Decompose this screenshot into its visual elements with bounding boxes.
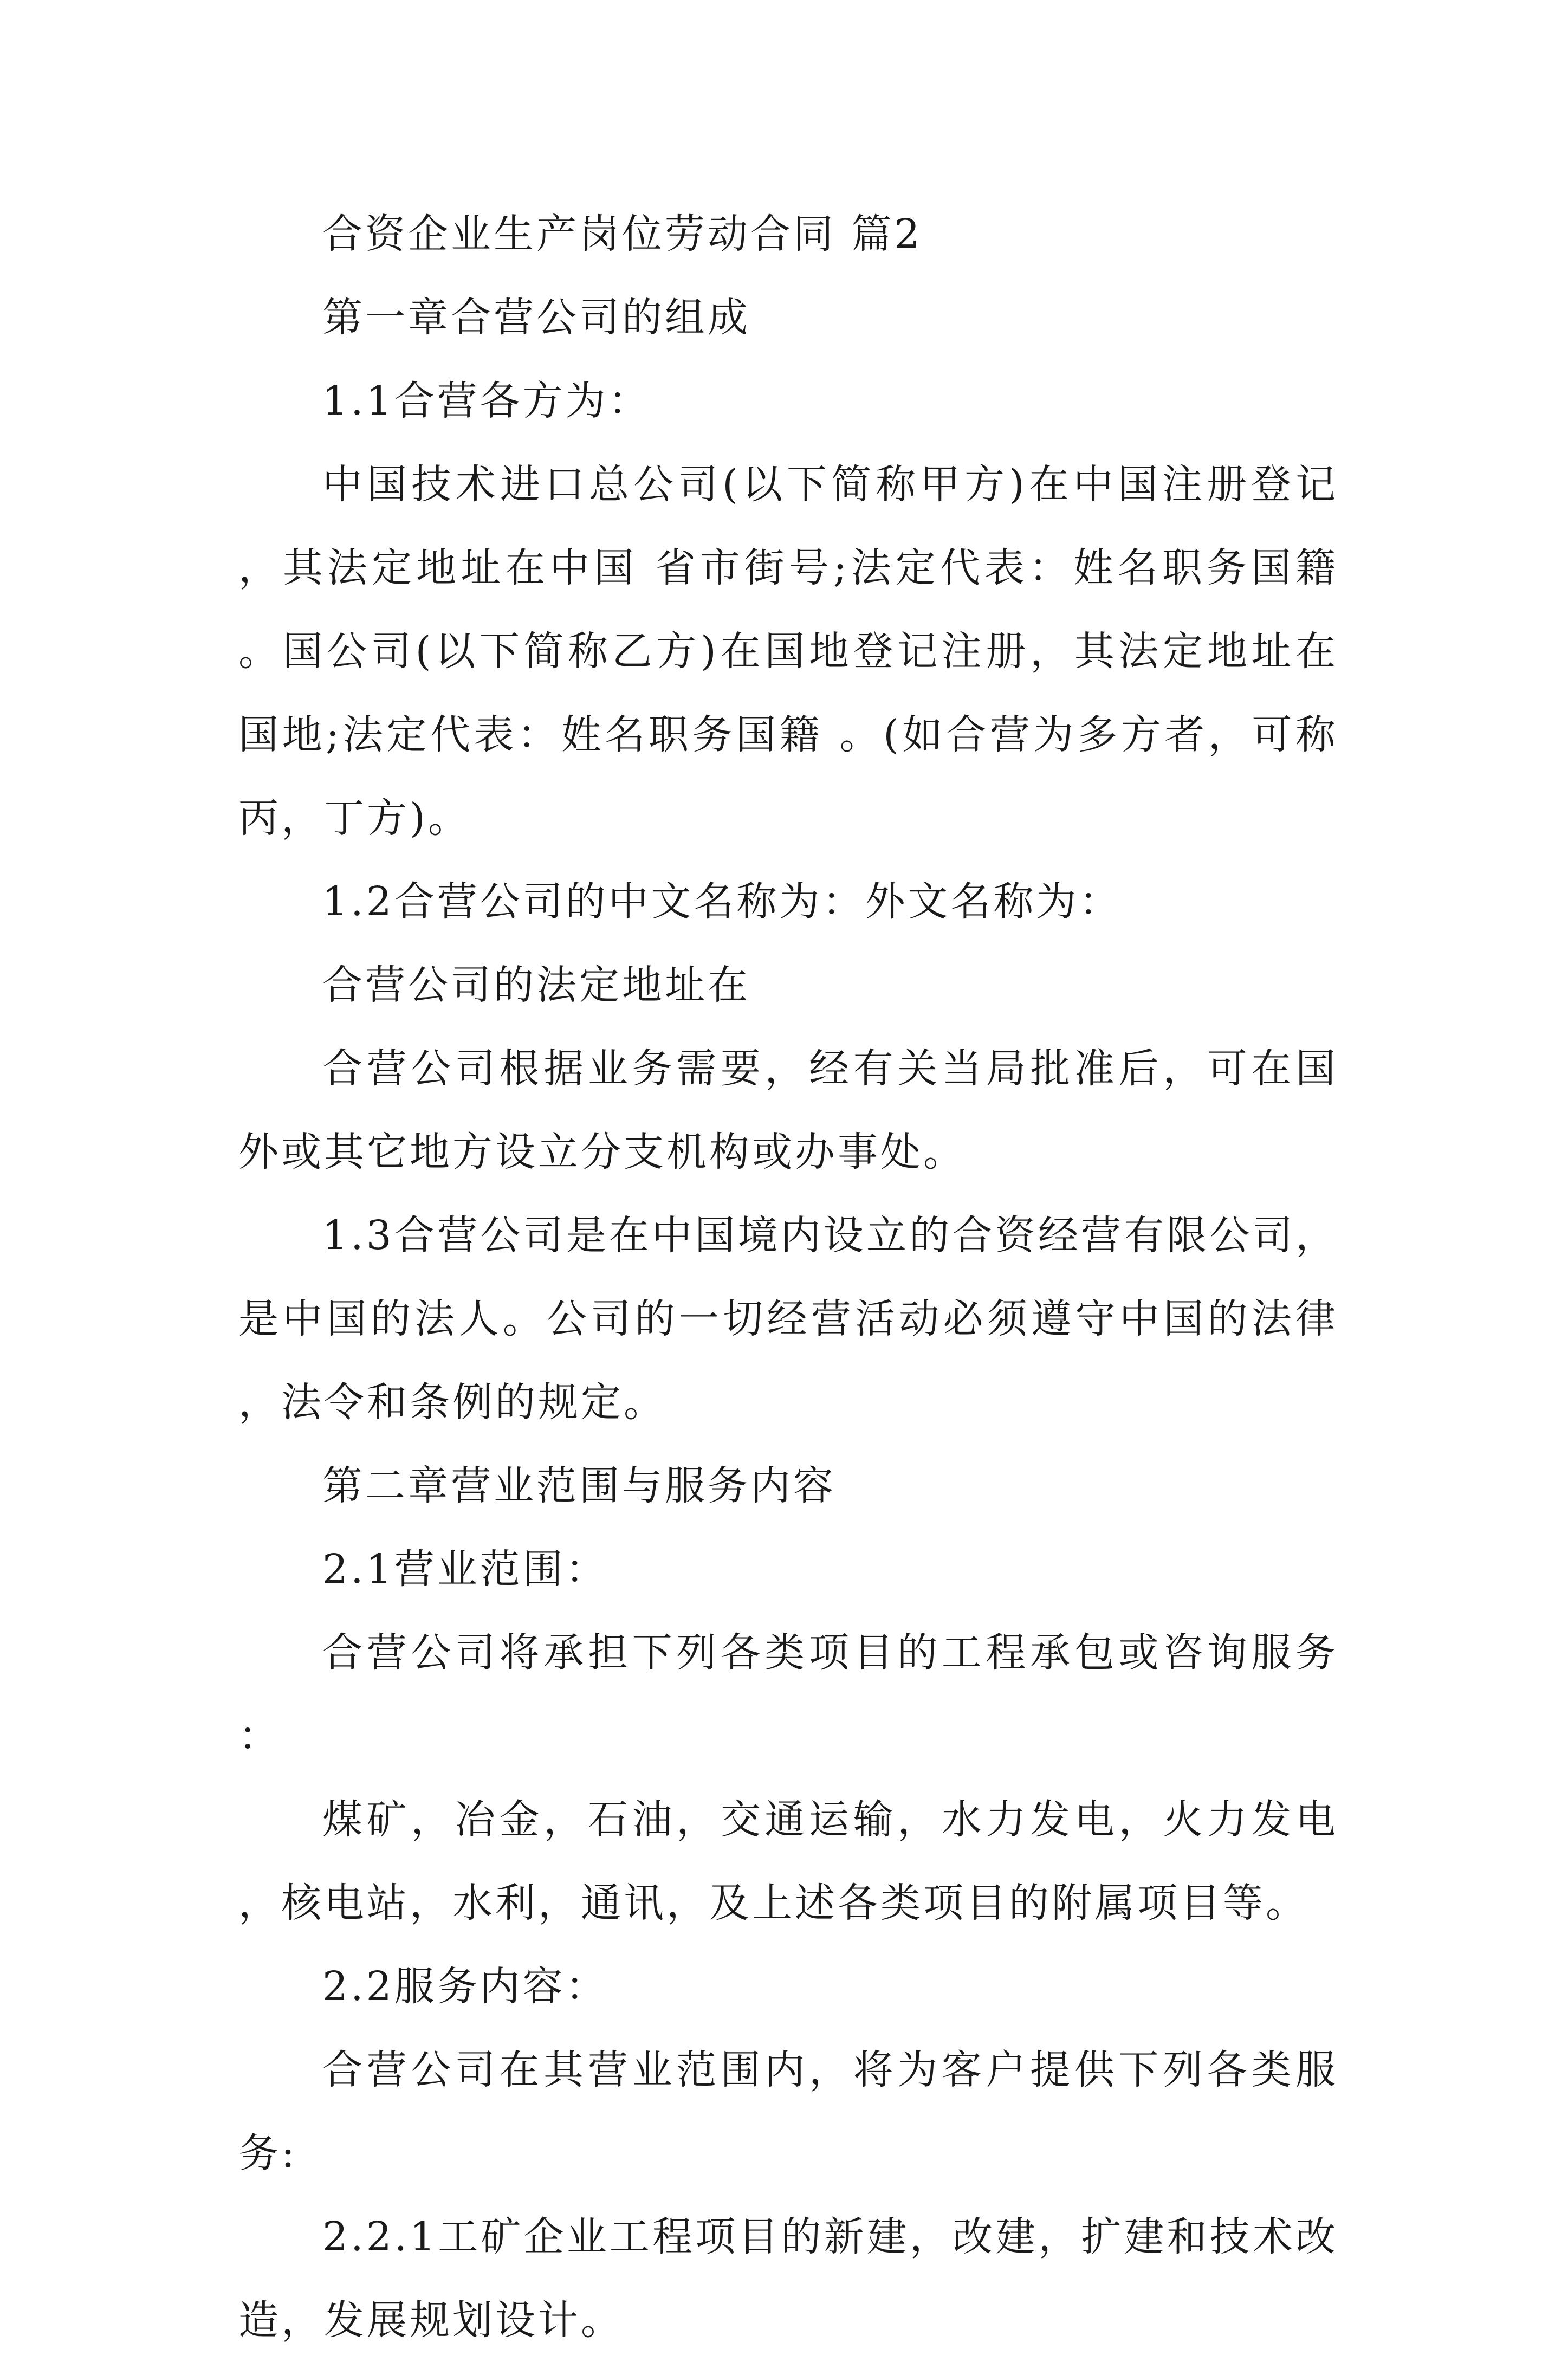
document-body bbox=[238, 192, 1338, 2362]
body-paragraph: 合营公司在其营业范围内，将为客户提供下列各类服务: bbox=[238, 2047, 1338, 2177]
chapter-heading: 第一章合营公司的组成 bbox=[322, 294, 750, 341]
section-heading: 合资企业生产岗位劳动合同 篇2 bbox=[322, 211, 923, 257]
body-paragraph: 1.3合营公司是在中国境内设立的合资经营有限公司，是中国的法人。公司的一切经营活动必须遵守中国的法律，法令和条例的规定。 bbox=[238, 1212, 1338, 1426]
body-paragraph: 合营公司将承担下列各类项目的工程承包或咨询服务： bbox=[238, 1629, 1338, 1759]
clause-heading: 2.1营业范围： bbox=[322, 1546, 608, 1593]
clause-heading: 1.2合营公司的中文名称为：外文名称为： bbox=[322, 878, 1122, 925]
body-paragraph: 中国技术进口总公司(以下简称甲方)在中国注册登记，其法定地址在中国 省市街号;法定代表：姓名职务国籍 。国公司(以下简称乙方)在国地登记注册，其法定地址在国地;法定代表：姓名职务国籍 。(如合营为多方者，可称丙，丁方)。 bbox=[238, 461, 1338, 842]
body-paragraph: 2.2.1工矿企业工程项目的新建，改建，扩建和技术改造，发展规划设计。 bbox=[238, 2214, 1338, 2344]
body-paragraph: 合营公司根据业务需要，经有关当局批准后，可在国外或其它地方设立分支机构或办事处。 bbox=[238, 1045, 1338, 1175]
clause-heading: 2.2服务内容： bbox=[322, 1963, 608, 2010]
clause-heading: 1.1合营各方为： bbox=[322, 378, 651, 424]
body-paragraph: 合营公司的法定地址在 bbox=[322, 962, 750, 1008]
body-paragraph: 煤矿，冶金，石油，交通运输，水力发电，火力发电，核电站，水利，通讯，及上述各类项目的附属项目等。 bbox=[238, 1796, 1338, 1926]
chapter-heading: 第二章营业范围与服务内容 bbox=[322, 1463, 836, 1509]
